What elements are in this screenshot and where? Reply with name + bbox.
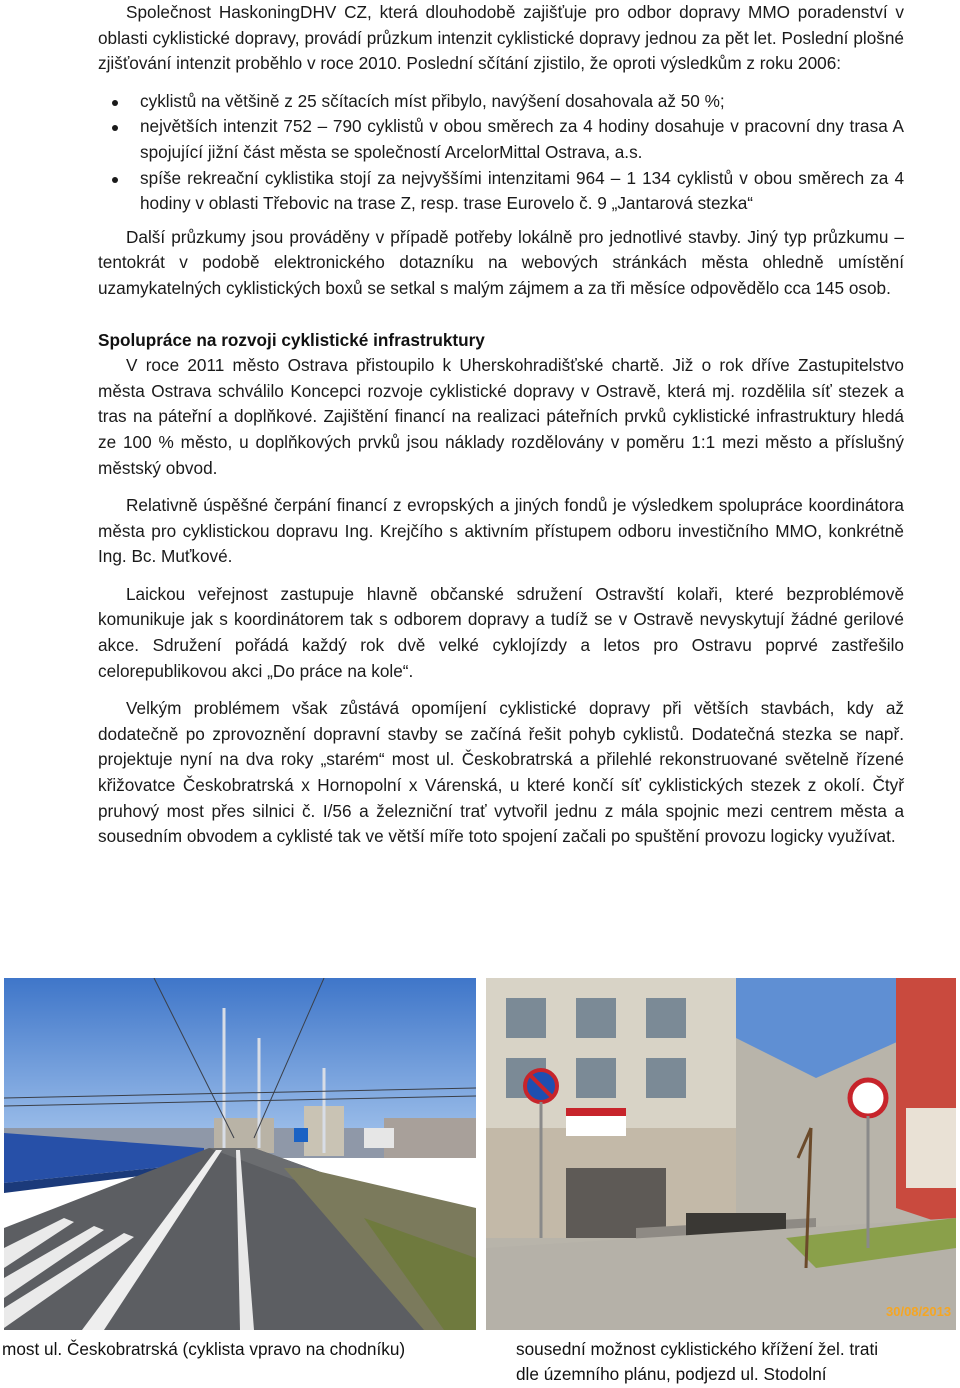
caption-right-line-1: sousední možnost cyklistického křížení žel. trati — [516, 1339, 879, 1359]
cooperation-paragraph: V roce 2011 město Ostrava přistoupilo k Uherskohradišťské chartě. Již o rok dříve Zastupitelstvo města Ostrava schválilo Koncepci rozvoje cyklistické dopravy v Ostravě, která mj. rozdělila síť stezek a tras na páteřní a doplňkové. Zajištění financí na realizaci páteřních prvků cyklistické infrastruktury hledá ze 100 % město, u doplňkových prvků jsou náklady rozdělovány v poměru 1:1 mezi město a příslušný městský obvod. — [98, 355, 904, 478]
funding-paragraph: Relativně úspěšné čerpání financí z evropských a jiných fondů je výsledkem spolupráce koordinátora města pro cyklistickou dopravu Ing. Krejčího s aktivním přístupem odboru investičního MMO, konkrétně Ing. Bc. Muťkové. — [98, 495, 904, 567]
intro-paragraph: Společnost HaskoningDHV CZ, která dlouhodobě zajišťuje pro odbor dopravy MMO poradenství v oblasti cyklistické dopravy, provádí průzkum intenzit cyklistické dopravy jednou za pět let. Poslední plošné zjišťování intenzit proběhlo v roce 2010. Poslední sčítání zjistilo, že oproti výsledkům z roku 2006: — [98, 2, 904, 74]
bullet-icon — [112, 100, 118, 106]
public-paragraph: Laickou veřejnost zastupuje hlavně občanské sdružení Ostravští kolaři, které bezproblémově komunikuje jak s koordinátorem tak s odborem dopravy a tudíž se v Ostravě nevyskytují žádné gerilové akce. Sdružení pořádá každý rok dvě velké cyklojízdy a letos pro Ostravu poprvé zastřešilo celorepublikovou akci „Do práce na kole“. — [98, 583, 904, 681]
problem-paragraph: Velkým problémem však zůstává opomíjení cyklistické dopravy při větších stavbách, kdy až dodatečně po zprovoznění dopravní stavby se začíná řešit pohyb cyklistů. Dodatečná stezka se např. projektuje nyní na dva roky „starém“ most ul. Českobratrská a přilehlé rekonstruované světelně řízené křižovatce Českobratrská x Hornopolní x Várenská, u které končí síť cyklistických stezek z okolí. Čtyř pruhový most přes silnici č. I/56 a železniční trať vytvořil jednu z mála spojnic mezi centrem města a sousedním obvodem a cyklisté tak ve větší míře toto spojení začali po spuštění provozu logicky využívat. — [98, 698, 904, 847]
surveys-paragraph: Další průzkumy jsou prováděny v případě potřeby lokálně pro jednotlivé stavby. Jiný typ průzkumu – tentokrát v podobě elektronického dotazníku na webových stránkách města ohledně umístění uzamykatelných cyklistických boxů se setkal s malým zájmem a za tři měsíce odpovědělo cca 145 osob. — [98, 226, 904, 298]
bridge-photo — [4, 978, 476, 1330]
date-stamp: 30/08/2013 — [886, 1304, 952, 1319]
caption-left: most ul. Českobratrská (cyklista vpravo na chodníku) — [2, 1339, 406, 1359]
bullet-icon — [112, 177, 118, 183]
list-item: největších intenzit 752 – 790 cyklistů v obou směrech za 4 hodiny dosahuje v pracovní dny trasa A spojující jižní část města se společností ArcelorMittal Ostrava, a.s. — [98, 114, 904, 165]
photo-strip — [0, 978, 960, 1330]
section-heading: Spolupráce na rozvoji cyklistické infrastruktury — [98, 329, 485, 350]
caption-right-line-2: dle územního plánu, podjezd ul. Stodolní — [516, 1364, 827, 1384]
underpass-photo — [486, 978, 956, 1330]
document-body — [98, 0, 904, 850]
list-item: cyklistů na většině z 25 sčítacích míst přibylo, navýšení dosahovala až 50 %; — [98, 89, 904, 115]
findings-list — [98, 89, 904, 217]
bullet-icon — [112, 125, 118, 131]
list-item: spíše rekreační cyklistika stojí za nejvyššími intenzitami 964 – 1 134 cyklistů v obou směrech za 4 hodiny v oblasti Třebovic na trase Z, resp. trase Eurovelo č. 9 „Jantarová stezka“ — [98, 166, 904, 217]
